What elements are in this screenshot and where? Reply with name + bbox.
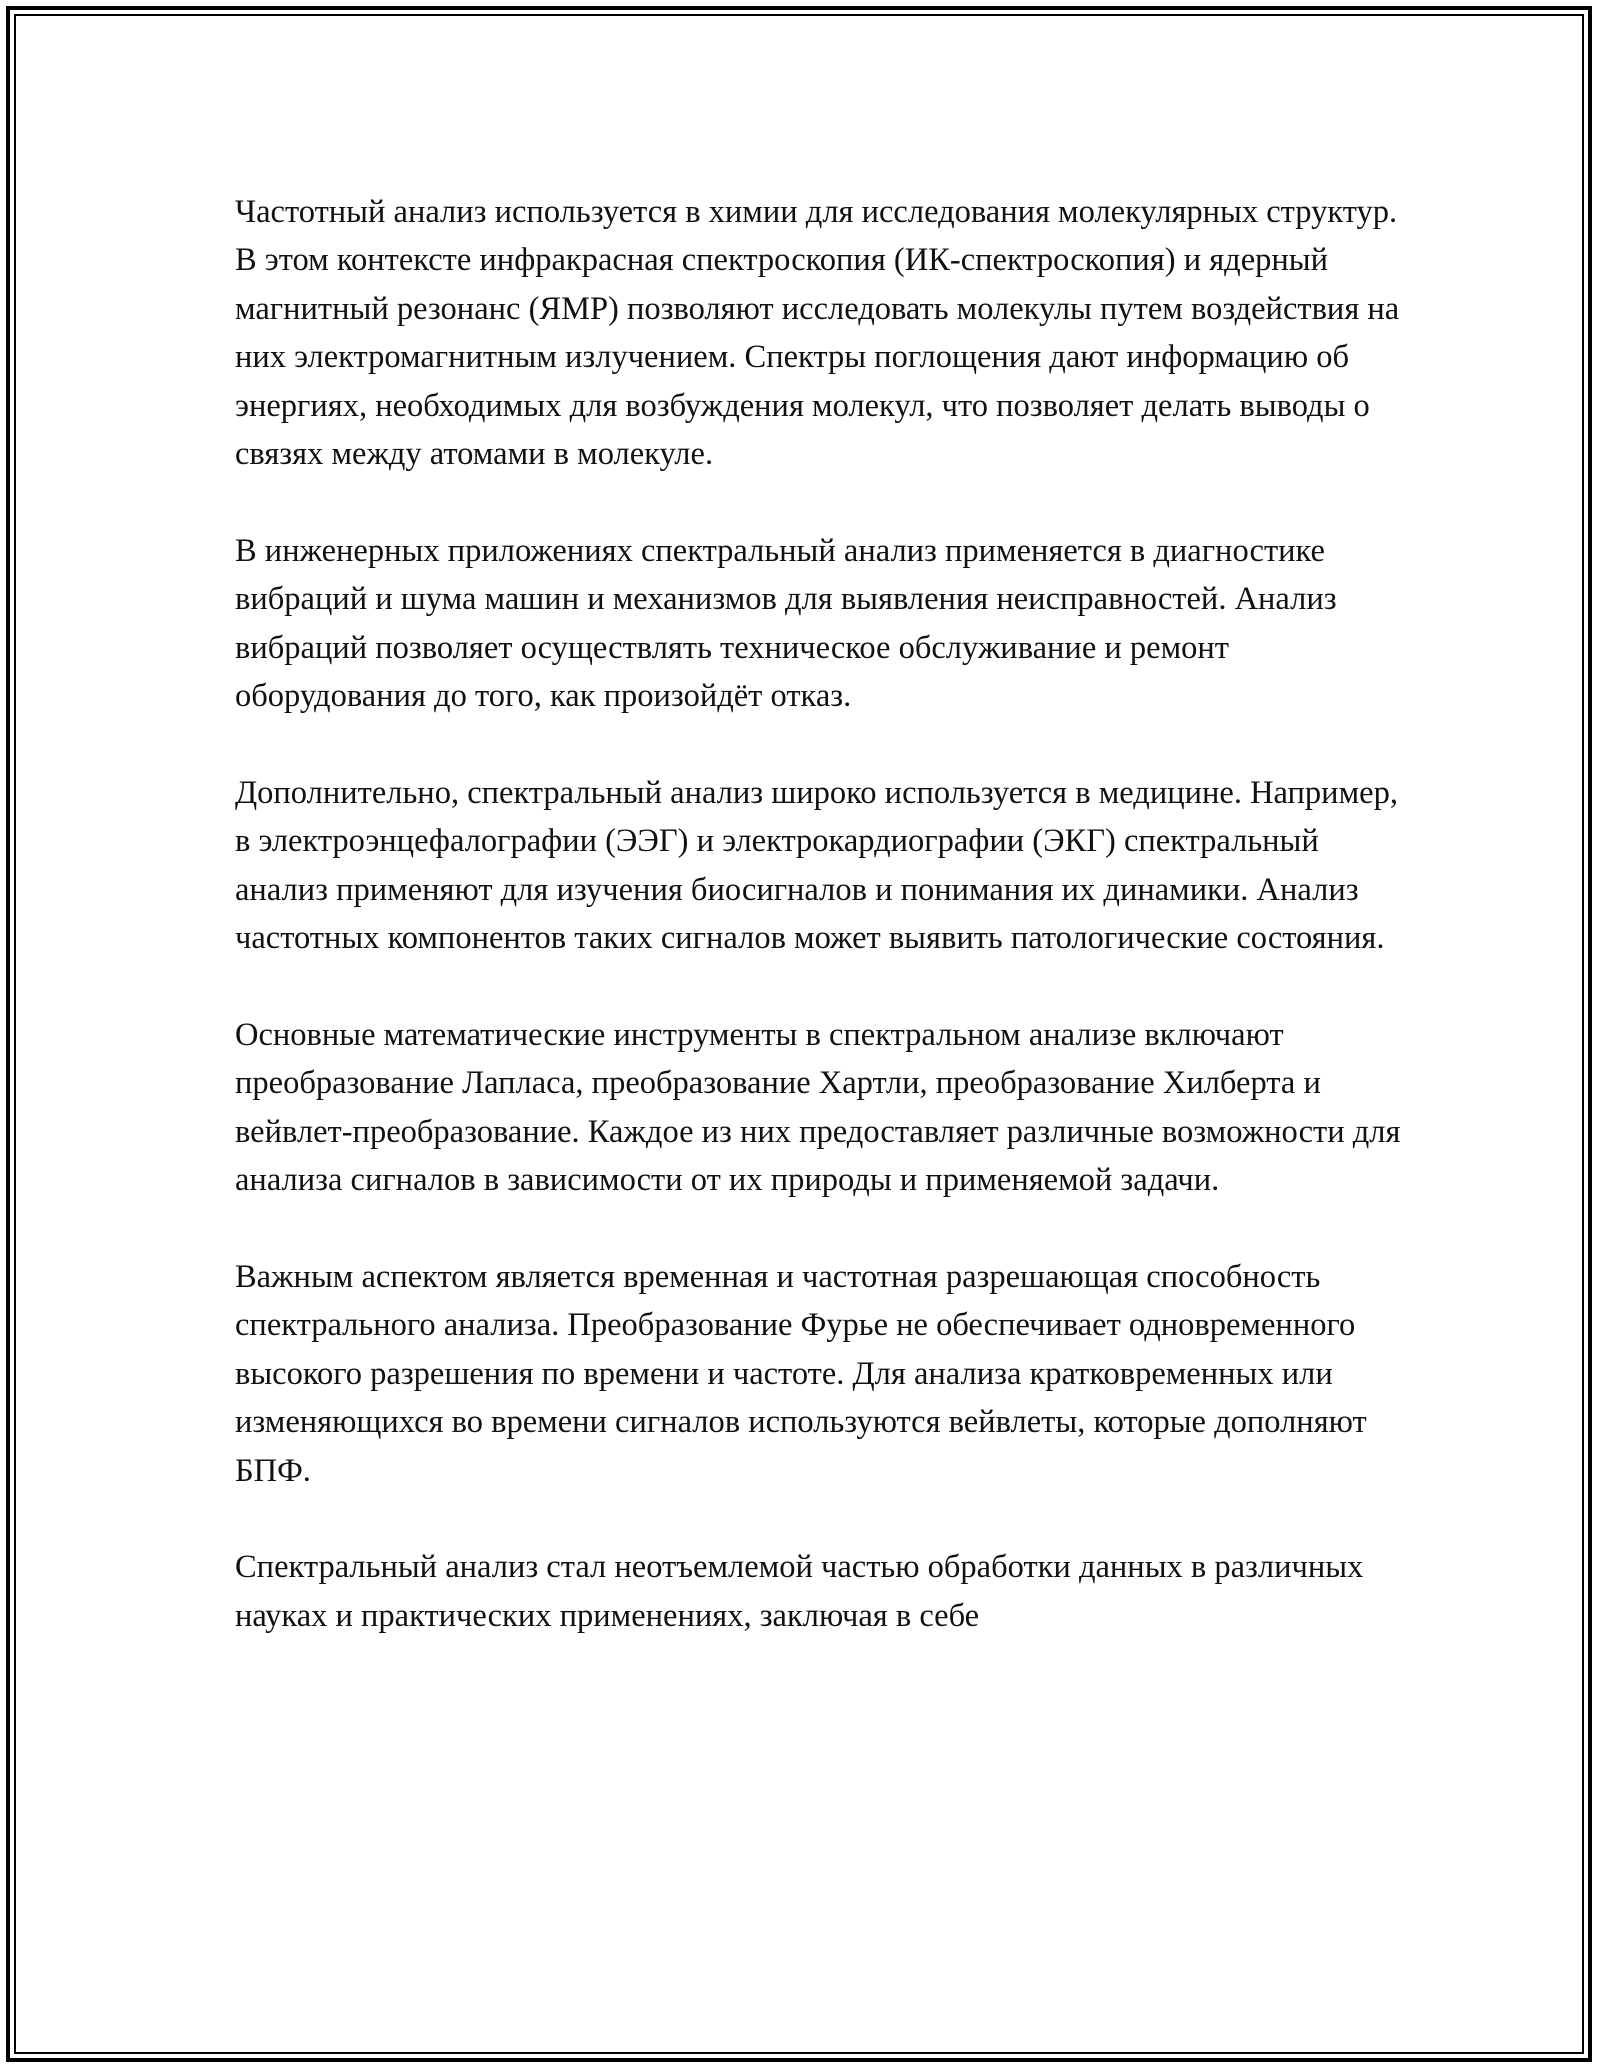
paragraph-medicine: Дополнительно, спектральный анализ широко используется в медицине. Например, в электроэнцефалографии (ЭЭГ) и электрокардиографии (ЭКГ) спектральный анализ применяют для изучения биосигналов и понимания их динамики. Анализ частотных компонентов таких сигналов может выявить патологические состояния. xyxy=(235,774,1398,957)
paragraph-math-tools: Основные математические инструменты в спектральном анализе включают преобразование Лапласа, преобразование Хартли, преобразование Хилберта и вейвлет-преобразование. Каждое из них предоставляет различные возможности для анализа сигналов в зависимости от их природы и применяемой задачи. xyxy=(235,1016,1401,1199)
paragraph-chemistry: Частотный анализ используется в химии для исследования молекулярных структур. В этом контексте инфракрасная спектроскопия (ИК-спектроскопия) и ядерный магнитный резонанс (ЯМР) позволяют исследовать молекулы путем воздействия на них электромагнитным излучением. Спектры поглощения дают информацию об энергиях, необходимых для возбуждения молекул, что позволяет делать выводы о связях между атомами в молекуле. xyxy=(235,194,1400,473)
paragraph-conclusion: Спектральный анализ стал неотъемлемой частью обработки данных в различных науках и практических применениях, заключая в себе xyxy=(235,1549,1364,1634)
paragraph-engineering: В инженерных приложениях спектральный анализ применяется в диагностике вибраций и шума машин и механизмов для выявления неисправностей. Анализ вибраций позволяет осуществлять техническое обслуживание и ремонт оборудования до того, как произойдёт отказ. xyxy=(235,532,1337,715)
document-body xyxy=(235,188,1415,1640)
paragraph-resolution: Важным аспектом является временная и частотная разрешающая способность спектрального анализа. Преобразование Фурье не обеспечивает одновременного высокого разрешения по времени и частоте. Для анализа кратковременных или изменяющихся во времени сигналов используются вейвлеты, которые дополняют БПФ. xyxy=(235,1258,1367,1489)
